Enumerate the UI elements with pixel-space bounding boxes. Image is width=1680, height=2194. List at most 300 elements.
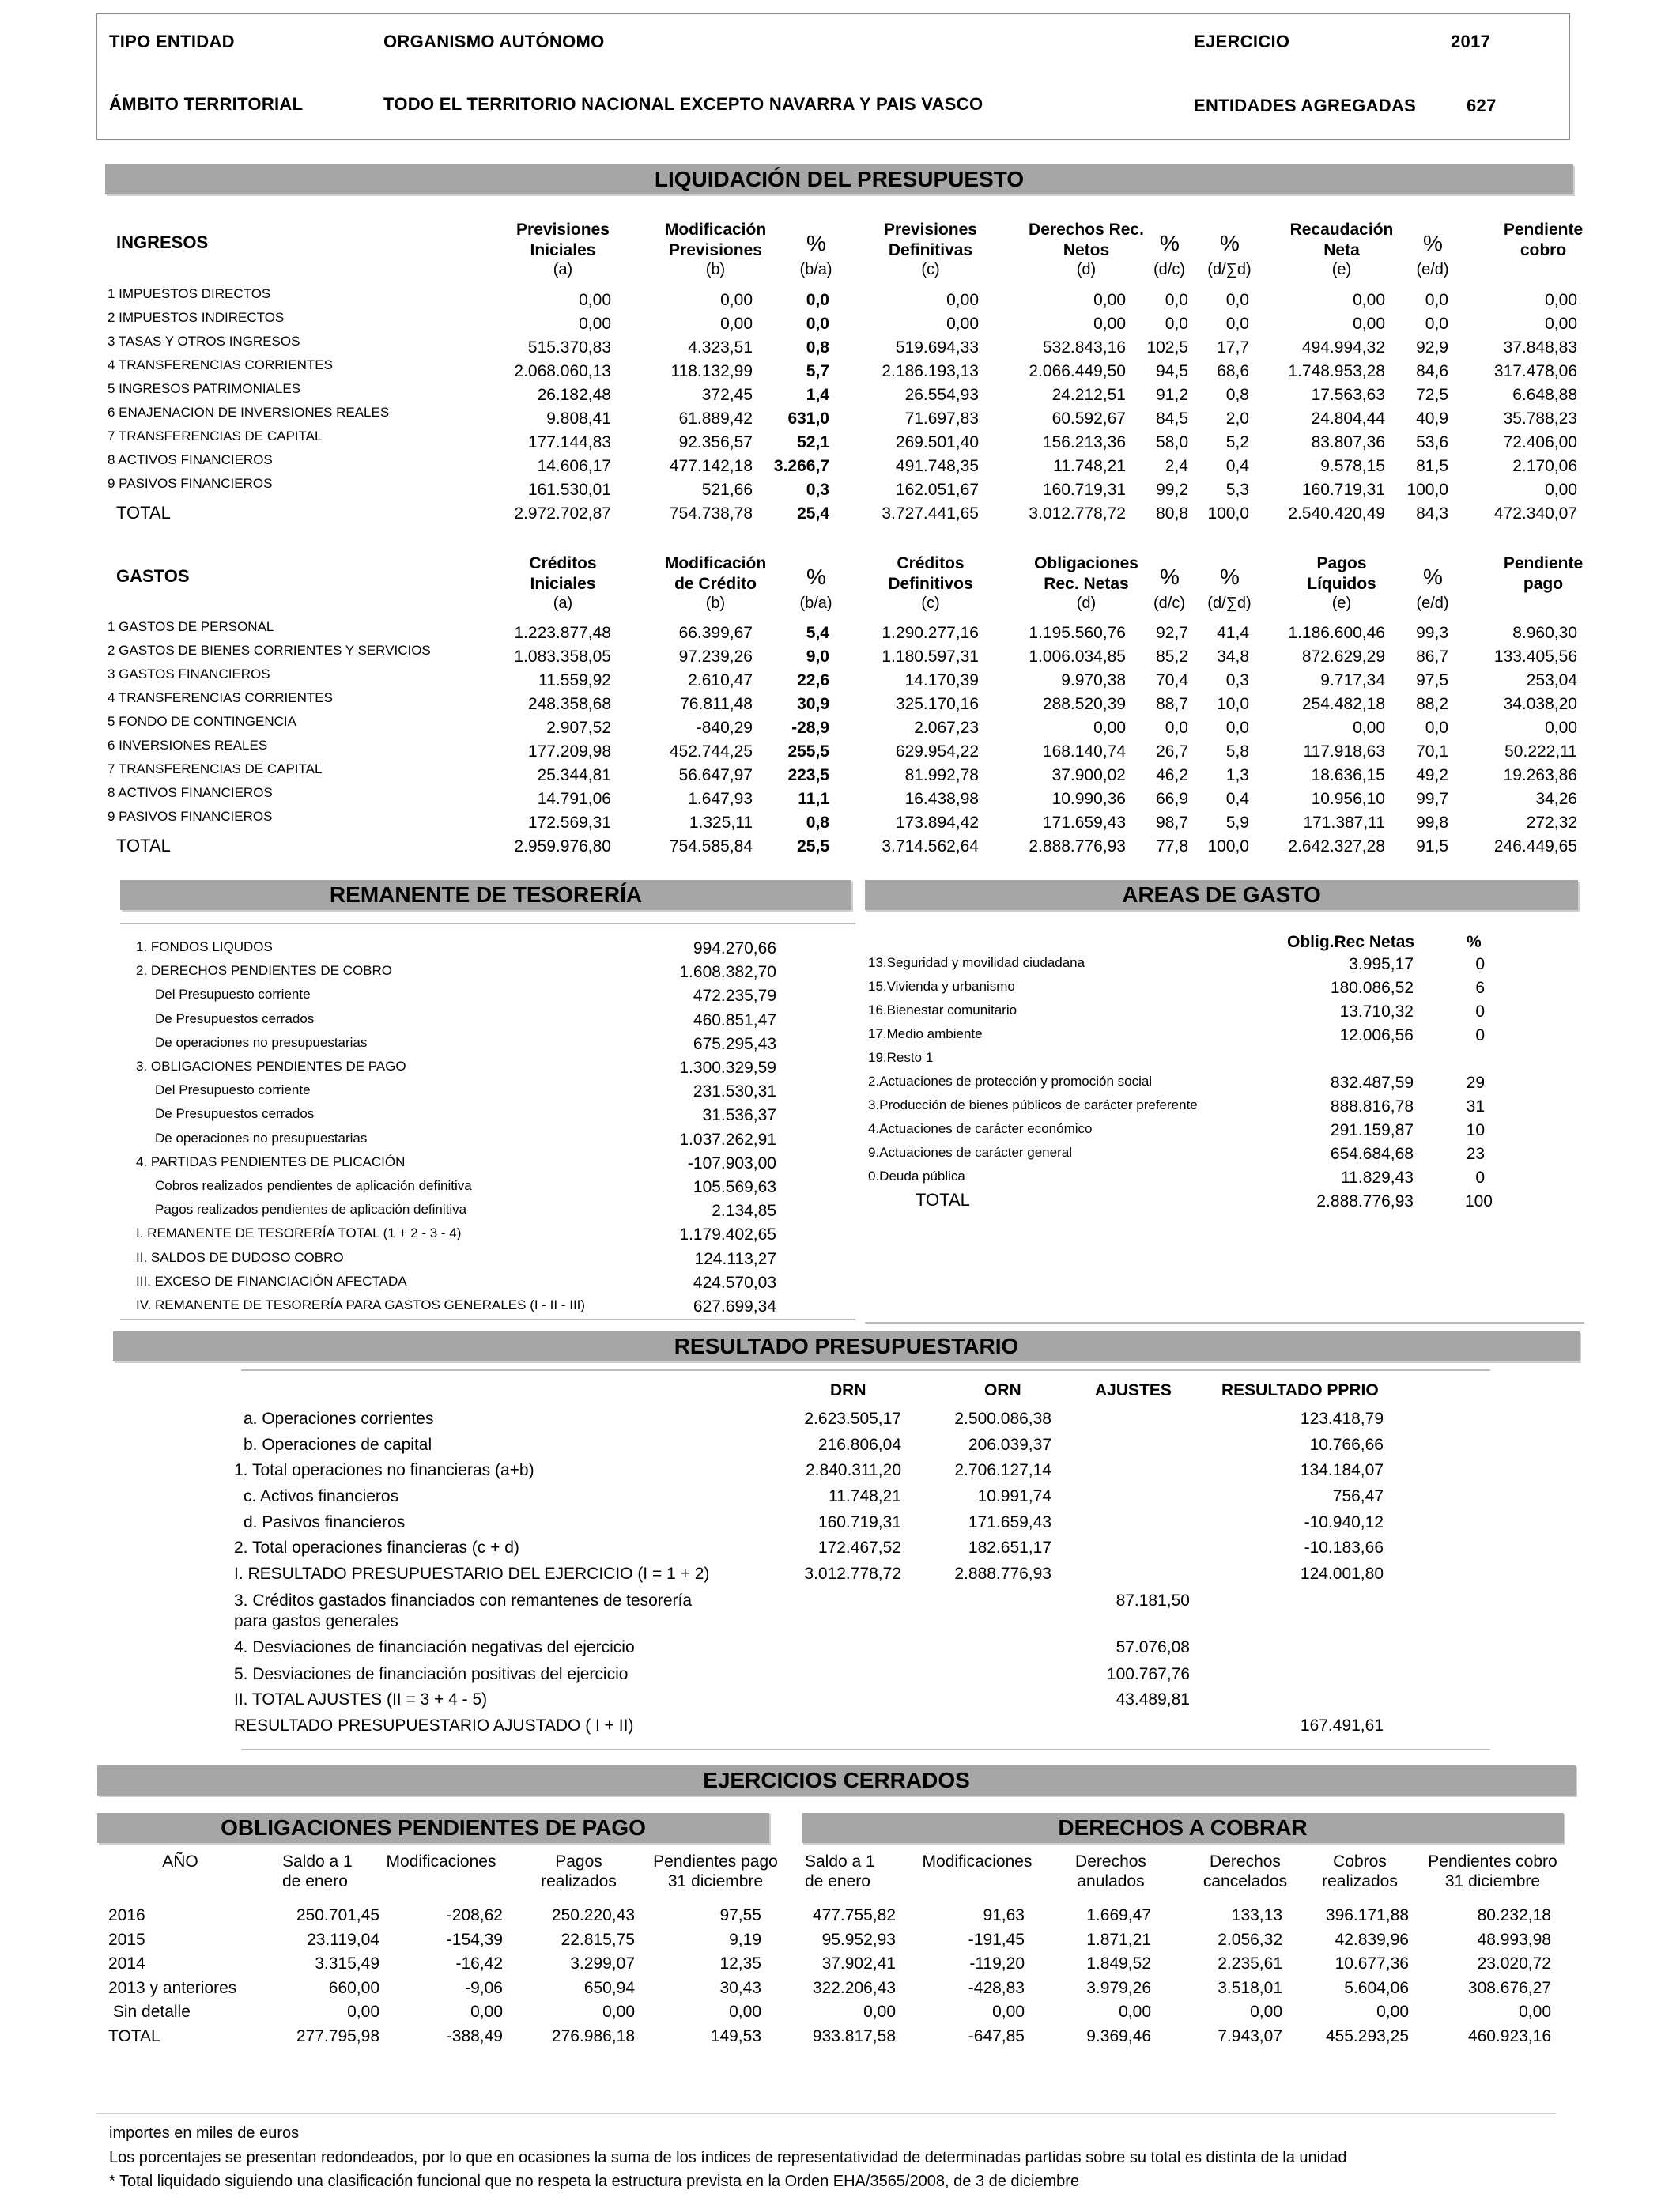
ingresos-col-h1: Pendiente (1503, 221, 1584, 239)
gastos-cell: 88,2 (1416, 695, 1448, 713)
resultado-h-drn: DRN (830, 1381, 866, 1399)
remanente-row-label: Del Presupuesto corriente (155, 987, 311, 1003)
ingresos-cell: 118.132,99 (670, 362, 753, 380)
cerrados-cell: 80.232,18 (1477, 1906, 1551, 1924)
gastos-row-label: 3 GASTOS FINANCIEROS (108, 667, 270, 682)
gastos-cell: 171.387,11 (1303, 814, 1385, 832)
areas-total-value: 2.888.776,93 (1316, 1192, 1414, 1210)
cerrados-col-h1: Pendientes pago (653, 1852, 778, 1871)
areas-total-label: TOTAL (916, 1190, 970, 1210)
cerrados-col-h1: Pendientes cobro (1428, 1852, 1557, 1871)
gastos-cell: 0,0 (1225, 719, 1249, 737)
cerrados-cell: 477.755,82 (812, 1906, 896, 1924)
gastos-cell: 325.170,16 (895, 695, 979, 713)
resultado-row-label: 3. Créditos gastados financiados con remantenes de tesorería (234, 1592, 693, 1610)
ingresos-total-label: TOTAL (116, 503, 171, 523)
ingresos-col-h2: cobro (1520, 241, 1567, 259)
areas-row-label: 0.Deuda pública (868, 1169, 965, 1184)
gastos-col-h3: (b) (705, 595, 726, 612)
gastos-cell: 26,7 (1156, 742, 1188, 761)
areas-row-label: 15.Vivienda y urbanismo (868, 979, 1015, 994)
gastos-cell: 66,9 (1156, 790, 1188, 808)
areas-row-pct (1461, 1048, 1485, 1071)
ingresos-cell: 0,00 (1545, 481, 1577, 499)
resultado-rule-top (241, 1369, 1490, 1371)
areas-row-pct: 31 (1466, 1097, 1485, 1116)
gastos-cell: 81.992,78 (904, 766, 979, 784)
cerrados-cell: 277.795,98 (296, 2026, 379, 2045)
resultado-rule-bottom (241, 1749, 1490, 1750)
resultado-row-label: b. Operaciones de capital (244, 1436, 432, 1454)
cerrados-cell: 91,63 (983, 1906, 1025, 1924)
ingresos-col-pct: % (1160, 231, 1180, 255)
gastos-cell: 99,3 (1416, 624, 1448, 642)
ingresos-cell: 0,00 (1353, 315, 1385, 333)
areas-row-value: 3.995,17 (1349, 955, 1414, 973)
gastos-row-label: 9 PASIVOS FINANCIEROS (108, 809, 273, 824)
areas-row-label: 3.Producción de bienes públicos de carácter preferente (868, 1097, 1198, 1112)
cerrados-cell: 95.952,93 (821, 1930, 896, 1949)
cerrados-cell: 660,00 (328, 1978, 379, 1997)
gastos-cell: 22,6 (797, 671, 829, 689)
gastos-cell: 1.223.877,48 (514, 624, 611, 642)
resultado-orn: 10.991,74 (977, 1487, 1051, 1505)
ingresos-cell: 100,0 (1406, 481, 1448, 499)
gastos-cell: 14.170,39 (904, 671, 979, 689)
gastos-cell: 25.344,81 (537, 766, 611, 784)
cerrados-cell: 48.993,98 (1477, 1930, 1551, 1949)
resultado-row-label: 5. Desviaciones de financiación positivas del ejercicio (234, 1665, 629, 1683)
ingresos-cell: 754.738,78 (669, 504, 753, 523)
ingresos-cell: 1,4 (806, 386, 829, 404)
cerrados-cell: -119,20 (969, 1954, 1025, 1973)
ingresos-col-h1: Derechos Rec. (1029, 221, 1144, 239)
ingresos-cell: 0,00 (1545, 291, 1577, 309)
gastos-cell: 288.520,39 (1042, 695, 1126, 713)
resultado-orn: 2.888.776,93 (954, 1565, 1051, 1583)
resultado-res: 123.418,79 (1300, 1410, 1384, 1428)
gastos-cell: 46,2 (1156, 766, 1188, 784)
cerrados-cell: 276.986,18 (551, 2026, 635, 2045)
gastos-cell: 37.900,02 (1051, 766, 1126, 784)
ingresos-cell: 491.748,35 (895, 457, 979, 475)
ingresos-cell: 9.578,15 (1320, 457, 1385, 475)
resultado-orn: 206.039,37 (968, 1436, 1051, 1454)
cerrados-title: EJERCICIOS CERRADOS (97, 1765, 1576, 1796)
gastos-cell: 2.907,52 (546, 719, 611, 737)
ingresos-cell: 2,4 (1165, 457, 1188, 475)
areas-row-value: 11.829,43 (1341, 1169, 1414, 1187)
ingresos-cell: 0,8 (806, 338, 829, 357)
ingresos-cell: 0,00 (720, 291, 753, 309)
areas-row-pct: 0 (1475, 1003, 1485, 1021)
ingresos-cell: 0,0 (806, 315, 829, 333)
ingresos-cell: 0,0 (1225, 315, 1249, 333)
ingresos-cell: 161.530,01 (527, 481, 611, 499)
ingresos-cell: 631,0 (787, 410, 829, 428)
cerrados-col-h2: realizados (1322, 1872, 1398, 1890)
remanente-row-value: 675.295,43 (693, 1034, 776, 1053)
gastos-cell: 16.438,98 (904, 790, 979, 808)
gastos-col-pct: % (1423, 565, 1443, 589)
gastos-cell: 117.918,63 (1303, 742, 1385, 761)
ingresos-cell: 0,0 (1165, 291, 1188, 309)
gastos-cell: 18.636,15 (1311, 766, 1385, 784)
gastos-col-pct: % (1220, 565, 1240, 589)
gastos-cell: 1.186.600,46 (1288, 624, 1385, 642)
ingresos-cell: 102,5 (1146, 338, 1188, 357)
resultado-row-label: c. Activos financieros (244, 1487, 399, 1505)
gastos-cell: 2.959.976,80 (514, 837, 611, 855)
gastos-cell: 9.970,38 (1061, 671, 1126, 689)
ingresos-cell: 162.051,67 (895, 481, 979, 499)
remanente-row-label: De operaciones no presupuestarias (155, 1034, 368, 1050)
gastos-cell: 629.954,22 (895, 742, 979, 761)
cerrados-cell: -16,42 (455, 1954, 503, 1973)
cerrados-col-h1: Saldo a 1 (282, 1852, 353, 1871)
resultado-row-label: 2. Total operaciones financieras (c + d) (234, 1539, 519, 1557)
liquidacion-title: LIQUIDACIÓN DEL PRESUPUESTO (105, 164, 1573, 194)
ingresos-row-label: 6 ENAJENACION DE INVERSIONES REALES (108, 405, 390, 420)
areas-row-value: 13.710,32 (1339, 1003, 1414, 1021)
ingresos-cell: 0,00 (1353, 291, 1385, 309)
resultado-drn: 216.806,04 (817, 1436, 901, 1454)
resultado-row-label-2: para gastos generales (234, 1612, 398, 1630)
remanente-row-value: 472.235,79 (693, 987, 776, 1006)
gastos-cell: 173.894,42 (895, 814, 979, 832)
gastos-col-h3: (b/a) (799, 595, 832, 612)
gastos-cell: 754.585,84 (669, 837, 753, 855)
gastos-row-label: 6 INVERSIONES REALES (108, 738, 268, 753)
cerrados-cell: 0,00 (992, 2003, 1025, 2021)
remanente-row-label: De Presupuestos cerrados (155, 1010, 315, 1026)
ingresos-cell: 3.266,7 (773, 457, 829, 475)
remanente-row-value: 124.113,27 (694, 1249, 776, 1268)
remanente-row-value: 424.570,03 (693, 1273, 776, 1292)
gastos-col-h2: pago (1523, 575, 1564, 593)
ingresos-row-label: 2 IMPUESTOS INDIRECTOS (108, 310, 285, 325)
cerrados-row-year: 2014 (108, 1954, 145, 1973)
cerrados-cell: 22.815,75 (561, 1930, 635, 1949)
ingresos-cell: 0,8 (1225, 386, 1249, 404)
areas-row-pct: 0 (1475, 1169, 1485, 1187)
gastos-cell: 76.811,48 (680, 695, 753, 713)
gastos-cell: 0,8 (806, 814, 829, 832)
gastos-cell: 91,5 (1416, 837, 1448, 855)
ingresos-cell: 92,9 (1416, 338, 1448, 357)
ingresos-cell: 72,5 (1416, 386, 1448, 404)
gastos-cell: 34,26 (1535, 790, 1577, 808)
areas-rule (865, 1322, 1584, 1324)
cerrados-row-year: 2013 y anteriores (108, 1978, 237, 1997)
gastos-cell: 3.714.562,64 (882, 837, 979, 855)
areas-col-pct: % (1467, 933, 1482, 951)
remanente-row-label: 2. DERECHOS PENDIENTES DE COBRO (136, 963, 393, 979)
gastos-col-h1: Modificación (664, 554, 767, 572)
remanente-row-value: 1.179.402,65 (679, 1225, 776, 1244)
gastos-cell: 88,7 (1156, 695, 1188, 713)
gastos-cell: -840,29 (696, 719, 753, 737)
gastos-cell: 70,1 (1416, 742, 1448, 761)
cerrados-cell: 2.056,32 (1218, 1930, 1282, 1949)
gastos-total-label: TOTAL (116, 836, 171, 855)
gastos-cell: 1.180.597,31 (882, 648, 979, 666)
cerrados-cell: 0,00 (729, 2003, 761, 2021)
resultado-row-label: 4. Desviaciones de financiación negativas del ejercicio (234, 1638, 635, 1656)
gastos-cell: 1.083.358,05 (514, 648, 611, 666)
gastos-cell: 98,7 (1156, 814, 1188, 832)
cerrados-cell: 97,55 (719, 1906, 761, 1924)
remanente-row-value: 627.699,34 (693, 1297, 776, 1316)
gastos-col-h3: (d) (1076, 595, 1097, 612)
areas-row-label: 16.Bienestar comunitario (868, 1003, 1017, 1018)
cerrados-cell: 1.669,47 (1086, 1906, 1151, 1924)
areas-row-pct: 29 (1466, 1074, 1485, 1092)
cerrados-cell: 455.293,25 (1325, 2026, 1409, 2045)
ingresos-cell: 5,7 (806, 362, 829, 380)
ingresos-row-label: 9 PASIVOS FINANCIEROS (108, 476, 273, 491)
gastos-cell: 171.659,43 (1042, 814, 1126, 832)
cerrados-cell: 3.299,07 (570, 1954, 635, 1973)
gastos-cell: 8.960,30 (1512, 624, 1577, 642)
gastos-row-label: 8 ACTIVOS FINANCIEROS (108, 785, 273, 800)
resultado-res: -10.183,66 (1304, 1539, 1384, 1557)
cerrados-col-h2: de enero (805, 1872, 870, 1890)
resultado-h-res: RESULTADO PPRIO (1221, 1381, 1379, 1399)
cerrados-col-h1: Derechos (1210, 1852, 1281, 1871)
gastos-cell: 1.325,11 (689, 814, 753, 832)
footer-note-units: importes en miles de euros (109, 2124, 300, 2142)
gastos-col-h3: (e/d) (1416, 595, 1449, 612)
cerrados-cell: 23.119,04 (307, 1930, 379, 1949)
ingresos-cell: 24.212,51 (1051, 386, 1126, 404)
remanente-row-label: De operaciones no presupuestarias (155, 1130, 368, 1146)
ingresos-cell: 99,2 (1156, 481, 1188, 499)
ingresos-cell: 2.972.702,87 (514, 504, 611, 523)
cerrados-cell: 12,35 (719, 1954, 761, 1973)
gastos-cell: 97,5 (1416, 671, 1448, 689)
ingresos-cell: 532.843,16 (1042, 338, 1126, 357)
remanente-row-value: 460.851,47 (693, 1010, 776, 1029)
ingresos-cell: 372,45 (701, 386, 753, 404)
resultado-title: RESULTADO PRESUPUESTARIO (113, 1331, 1580, 1361)
cerrados-cell: 933.817,58 (812, 2026, 896, 2045)
remanente-title: REMANENTE DE TESORERÍA (120, 880, 851, 910)
ingresos-cell: 0,00 (579, 291, 611, 309)
gastos-col-h1: Pendiente (1503, 554, 1584, 572)
resultado-orn: 2.500.086,38 (954, 1410, 1051, 1428)
ingresos-col-h2: Netos (1063, 241, 1110, 259)
ingresos-cell: 94,5 (1156, 362, 1188, 380)
ingresos-cell: 0,00 (946, 291, 979, 309)
gastos-col-h3: (e) (1331, 595, 1352, 612)
gastos-cell: 172.569,31 (527, 814, 611, 832)
gastos-col-h1: Pagos (1316, 554, 1367, 572)
gastos-cell: 0,00 (1093, 719, 1126, 737)
ingresos-cell: 160.719,31 (1042, 481, 1126, 499)
ingresos-cell: 81,5 (1416, 457, 1448, 475)
areas-row-pct: 10 (1466, 1121, 1485, 1139)
cerrados-cell: -647,85 (968, 2026, 1025, 2045)
cerrados-cell: 3.315,49 (315, 1954, 379, 1973)
ingresos-col-h2: Definitivas (888, 241, 973, 259)
gastos-cell: 99,8 (1416, 814, 1448, 832)
gastos-cell: 14.791,06 (537, 790, 611, 808)
cerrados-cell: 460.923,16 (1467, 2026, 1551, 2045)
gastos-cell: 872.629,29 (1301, 648, 1385, 666)
gastos-cell: 255,5 (787, 742, 829, 761)
gastos-col-h2: Definitivos (888, 575, 973, 593)
gastos-col-h1: Obligaciones (1034, 554, 1138, 572)
resultado-ajustes: 57.076,08 (1116, 1638, 1190, 1656)
cerrados-cell: -208,62 (446, 1906, 503, 1924)
gastos-cell: 272,32 (1526, 814, 1577, 832)
cerrados-cell: 9,19 (729, 1930, 761, 1949)
ingresos-cell: 17,7 (1217, 338, 1249, 357)
remanente-row-value: -107.903,00 (687, 1154, 776, 1173)
ingresos-cell: 68,6 (1217, 362, 1249, 380)
ingresos-cell: 25,4 (797, 504, 829, 523)
gastos-cell: 0,0 (1425, 719, 1448, 737)
cerrados-cell: 0,00 (863, 2003, 896, 2021)
cerrados-row-year: Sin detalle (108, 2003, 191, 2021)
ingresos-cell: 2.068.060,13 (514, 362, 611, 380)
ingresos-cell: 9.808,41 (546, 410, 611, 428)
resultado-orn: 2.706.127,14 (954, 1461, 1051, 1479)
ingresos-cell: 521,66 (701, 481, 753, 499)
gastos-cell: 246.449,65 (1493, 837, 1577, 855)
resultado-orn: 182.651,17 (968, 1539, 1051, 1557)
ingresos-col-h3: (d/∑d) (1207, 261, 1252, 278)
areas-row-label: 4.Actuaciones de carácter económico (868, 1121, 1093, 1136)
ingresos-cell: 0,00 (1093, 291, 1126, 309)
ingresos-cell: 3.012.778,72 (1029, 504, 1126, 523)
gastos-col-h1: Créditos (897, 554, 965, 572)
ingresos-cell: 84,3 (1416, 504, 1448, 523)
ingresos-cell: 160.719,31 (1301, 481, 1385, 499)
cerrados-cell: 1.871,21 (1086, 1930, 1151, 1949)
cerrados-cell: 2.235,61 (1218, 1954, 1282, 1973)
ingresos-cell: 17.563,63 (1311, 386, 1385, 404)
tipo-entidad-value: ORGANISMO AUTÓNOMO (383, 32, 605, 51)
cerrados-col-h2: 31 diciembre (1444, 1872, 1541, 1890)
ingresos-cell: 5,2 (1225, 433, 1249, 451)
ingresos-cell: 14.606,17 (537, 457, 611, 475)
ingresos-col-h3: (a) (553, 261, 573, 278)
ingresos-cell: 71.697,83 (904, 410, 979, 428)
gastos-col-h2: de Crédito (674, 575, 757, 593)
ingresos-cell: 1.748.953,28 (1288, 362, 1385, 380)
header-box (96, 13, 1570, 140)
areas-row-label: 19.Resto 1 (868, 1050, 934, 1065)
ingresos-cell: 519.694,33 (895, 338, 979, 357)
gastos-row-label: 1 GASTOS DE PERSONAL (108, 619, 274, 634)
remanente-row-label: Cobros realizados pendientes de aplicación definitiva (155, 1178, 472, 1193)
gastos-cell: 1.290.277,16 (882, 624, 979, 642)
ingresos-row-label: 1 IMPUESTOS DIRECTOS (108, 286, 271, 301)
ingresos-cell: 84,5 (1156, 410, 1188, 428)
areas-row-label: 2.Actuaciones de protección y promoción social (868, 1074, 1153, 1089)
gastos-cell: 70,4 (1156, 671, 1188, 689)
gastos-cell: 41,4 (1217, 624, 1249, 642)
cerrados-cell: 308.676,27 (1467, 1978, 1551, 1997)
cerrados-cell: 149,53 (710, 2026, 761, 2045)
gastos-cell: 452.744,25 (669, 742, 753, 761)
ingresos-col-h3: (e) (1331, 261, 1352, 278)
resultado-res: 124.001,80 (1300, 1565, 1384, 1583)
ingresos-col-h3: (d/c) (1153, 261, 1185, 278)
remanente-row-label: II. SALDOS DE DUDOSO COBRO (136, 1249, 344, 1265)
cerrados-cell: -388,49 (446, 2026, 503, 2045)
gastos-col-pct: % (1160, 565, 1180, 589)
ingresos-cell: 0,3 (806, 481, 829, 499)
resultado-row-label: a. Operaciones corrientes (244, 1410, 434, 1428)
remanente-row-value: 1.300.329,59 (679, 1059, 776, 1077)
cerrados-cell: 7.943,07 (1218, 2026, 1282, 2045)
gastos-cell: 66.399,67 (678, 624, 753, 642)
cerrados-cell: -191,45 (968, 1930, 1025, 1949)
cerrados-col-h1: Saldo a 1 (805, 1852, 875, 1871)
ingresos-cell: 24.804,44 (1311, 410, 1385, 428)
cerrados-cell: 322.206,43 (812, 1978, 896, 1997)
ingresos-cell: 2.066.449,50 (1029, 362, 1126, 380)
gastos-cell: 0,3 (1225, 671, 1249, 689)
areas-row-label: 17.Medio ambiente (868, 1026, 983, 1041)
gastos-cell: 2.610,47 (688, 671, 753, 689)
gastos-col-pct: % (806, 565, 826, 589)
cerrados-cell: 0,00 (1250, 2003, 1282, 2021)
ingresos-col-h3: (d) (1076, 261, 1097, 278)
entidades-label: ENTIDADES AGREGADAS (1194, 96, 1417, 115)
ingresos-cell: 2.540.420,49 (1288, 504, 1385, 523)
cerrados-cell: 0,00 (1376, 2003, 1409, 2021)
ingresos-cell: 37.848,83 (1503, 338, 1577, 357)
remanente-rule-bottom (120, 1319, 855, 1320)
areas-row-pct: 0 (1475, 955, 1485, 973)
remanente-row-value: 231.530,31 (693, 1082, 776, 1101)
resultado-orn: 171.659,43 (968, 1513, 1051, 1531)
gastos-cell: 0,00 (1545, 719, 1577, 737)
cerrados-cell: 10.677,36 (1335, 1954, 1409, 1973)
gastos-row-label: 4 TRANSFERENCIAS CORRIENTES (108, 690, 333, 705)
areas-row-label: 9.Actuaciones de carácter general (868, 1145, 1072, 1160)
gastos-cell: 2.067,23 (914, 719, 979, 737)
gastos-cell: 5,9 (1225, 814, 1249, 832)
ingresos-cell: 0,00 (1545, 315, 1577, 333)
resultado-ajustes: 100.767,76 (1106, 1665, 1190, 1683)
areas-row-label: 13.Seguridad y movilidad ciudadana (868, 955, 1085, 970)
remanente-row-value: 1.608.382,70 (679, 963, 776, 982)
ingresos-cell: 35.788,23 (1503, 410, 1577, 428)
ingresos-col-h1: Previsiones (884, 221, 977, 239)
remanente-row-label: 1. FONDOS LIQUDOS (136, 939, 273, 954)
gastos-cell: 50.222,11 (1504, 742, 1577, 761)
gastos-cell: 248.358,68 (527, 695, 611, 713)
ingresos-cell: 83.807,36 (1311, 433, 1385, 451)
gastos-cell: 223,5 (787, 766, 829, 784)
gastos-section-title: GASTOS (116, 566, 190, 586)
ingresos-cell: 0,0 (1425, 291, 1448, 309)
gastos-col-h3: (d/c) (1153, 595, 1185, 612)
gastos-cell: 9.717,34 (1320, 671, 1385, 689)
obligaciones-title: OBLIGACIONES PENDIENTES DE PAGO (97, 1813, 769, 1843)
ingresos-col-h1: Recaudación (1289, 221, 1394, 239)
ingresos-col-h2: Iniciales (530, 241, 596, 259)
gastos-cell: 34,8 (1217, 648, 1249, 666)
gastos-cell: 1,3 (1225, 766, 1249, 784)
ingresos-cell: 472.340,07 (1493, 504, 1577, 523)
areas-row-value: 291.159,87 (1330, 1121, 1414, 1139)
